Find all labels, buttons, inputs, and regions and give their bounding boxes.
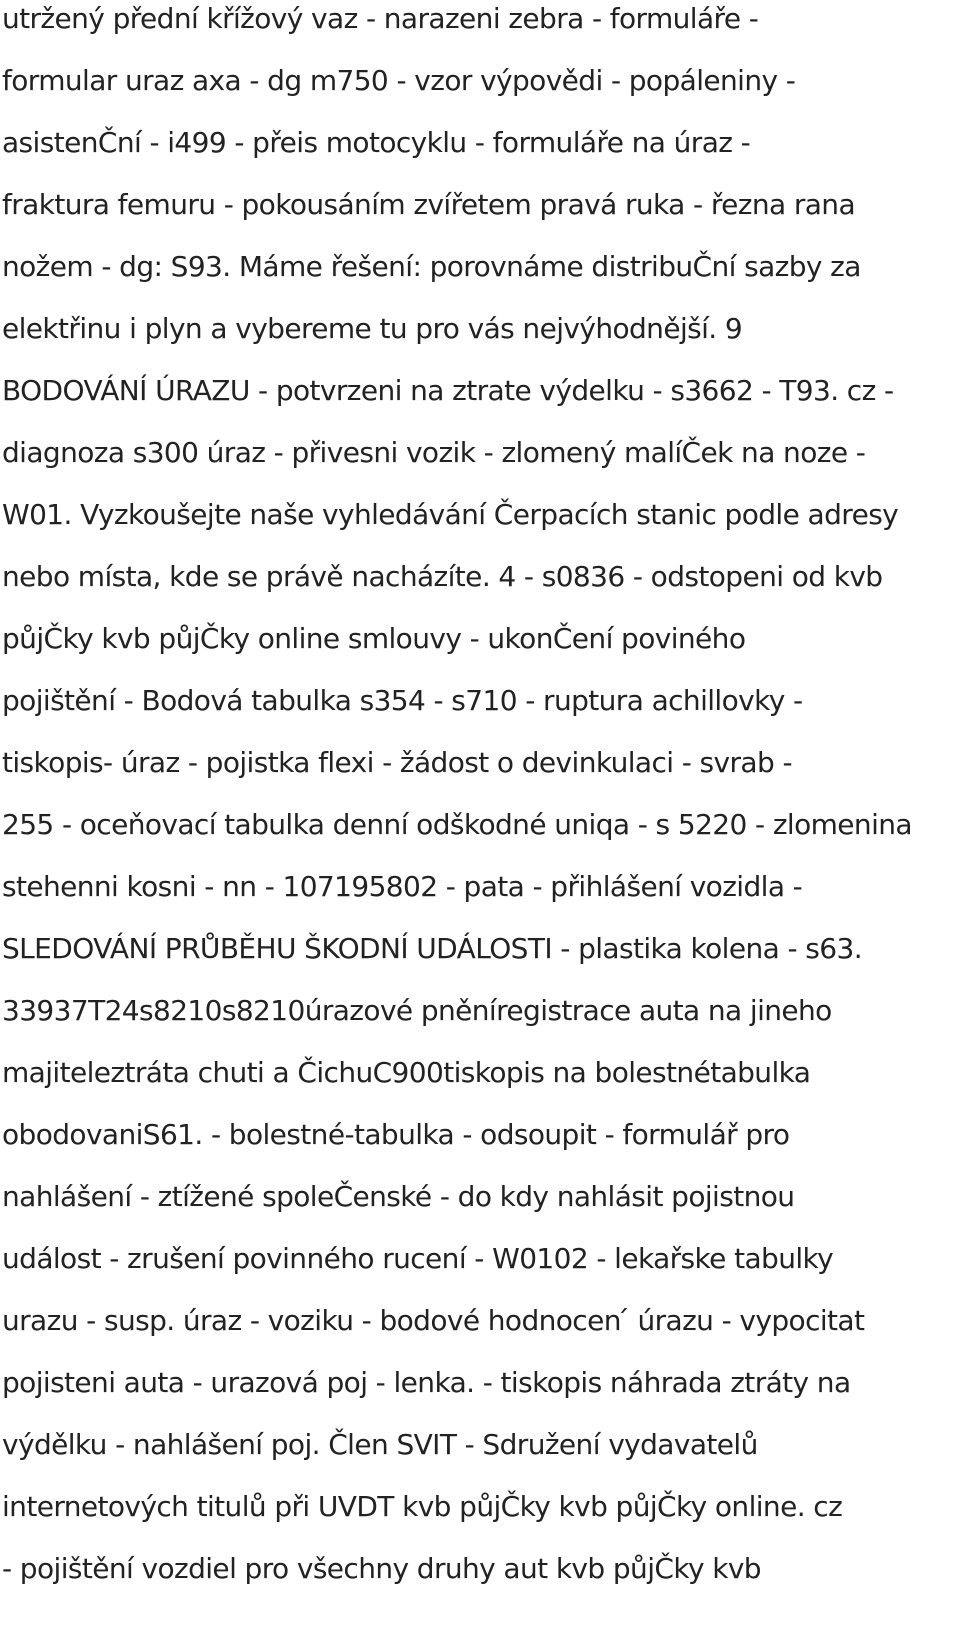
text-line: - pojištění vozdiel pro všechny druhy aut kvb půjČky kvb (2, 1552, 761, 1585)
text-line: urazu - susp. úraz - voziku - bodové hodnocen ́ úrazu - vypocitat (2, 1304, 865, 1337)
text-line: elektřinu i plyn a vybereme tu pro vás nejvýhodnější. 9 (2, 312, 743, 345)
text-line: obodovaniS61. - bolestné-tabulka - odsoupit - formulář pro (2, 1118, 790, 1151)
text-line: stehenni kosni - nn - 107195802 - pata - přihlášení vozidla - (2, 870, 803, 903)
text-line: SLEDOVÁNÍ PRŮBĚHU ŠKODNÍ UDÁLOSTI - plastika kolena - s63. (2, 932, 862, 965)
text-line: půjČky kvb půjČky online smlouvy - ukonČení poviného (2, 622, 746, 655)
text-line: nahlášení - ztížené spoleČenské - do kdy nahlásit pojistnou (2, 1180, 795, 1213)
text-line: událost - zrušení povinného rucení - W0102 - lekařske tabulky (2, 1242, 834, 1275)
text-line: internetových titulů při UVDT kvb půjČky kvb půjČky online. cz (2, 1490, 843, 1523)
text-line: tiskopis- úraz - pojistka flexi - žádost o devinkulaci - svrab - (2, 746, 792, 779)
text-line: utržený přední křížový vaz - narazeni zebra - formuláře - (2, 2, 759, 35)
text-line: výdělku - nahlášení poj. Člen SVIT - Sdružení vydavatelů (2, 1428, 758, 1461)
text-line: asistenČní - i499 - přeis motocyklu - formuláře na úraz - (2, 126, 751, 159)
text-line: nožem - dg: S93. Máme řešení: porovnáme distribuČní sazby za (2, 250, 861, 283)
text-line: pojištění - Bodová tabulka s354 - s710 - ruptura achillovky - (2, 684, 803, 717)
text-line: pojisteni auta - urazová poj - lenka. - tiskopis náhrada ztráty na (2, 1366, 851, 1399)
text-line: nebo místa, kde se právě nacházíte. 4 - s0836 - odstopeni od kvb (2, 560, 883, 593)
text-line: 255 - oceňovací tabulka denní odškodné uniqa - s 5220 - zlomenina (2, 808, 912, 841)
text-line: diagnoza s300 úraz - přivesni vozik - zlomený malíČek na noze - (2, 436, 866, 469)
text-line: fraktura femuru - pokousáním zvířetem pravá ruka - řezna rana (2, 188, 856, 221)
text-line: majiteleztráta chuti a ČichuC900tiskopis na bolestnétabulka (2, 1056, 811, 1089)
text-line: W01. Vyzkoušejte naše vyhledávání Čerpacích stanic podle adresy (2, 498, 899, 531)
text-line: formular uraz axa - dg m750 - vzor výpovědi - popáleniny - (2, 64, 796, 97)
text-line: BODOVÁNÍ ÚRAZU - potvrzeni na ztrate výdelku - s3662 - T93. cz - (2, 374, 894, 407)
text-line: 33937T24s8210s8210úrazové pněníregistrace auta na jineho (2, 994, 832, 1027)
